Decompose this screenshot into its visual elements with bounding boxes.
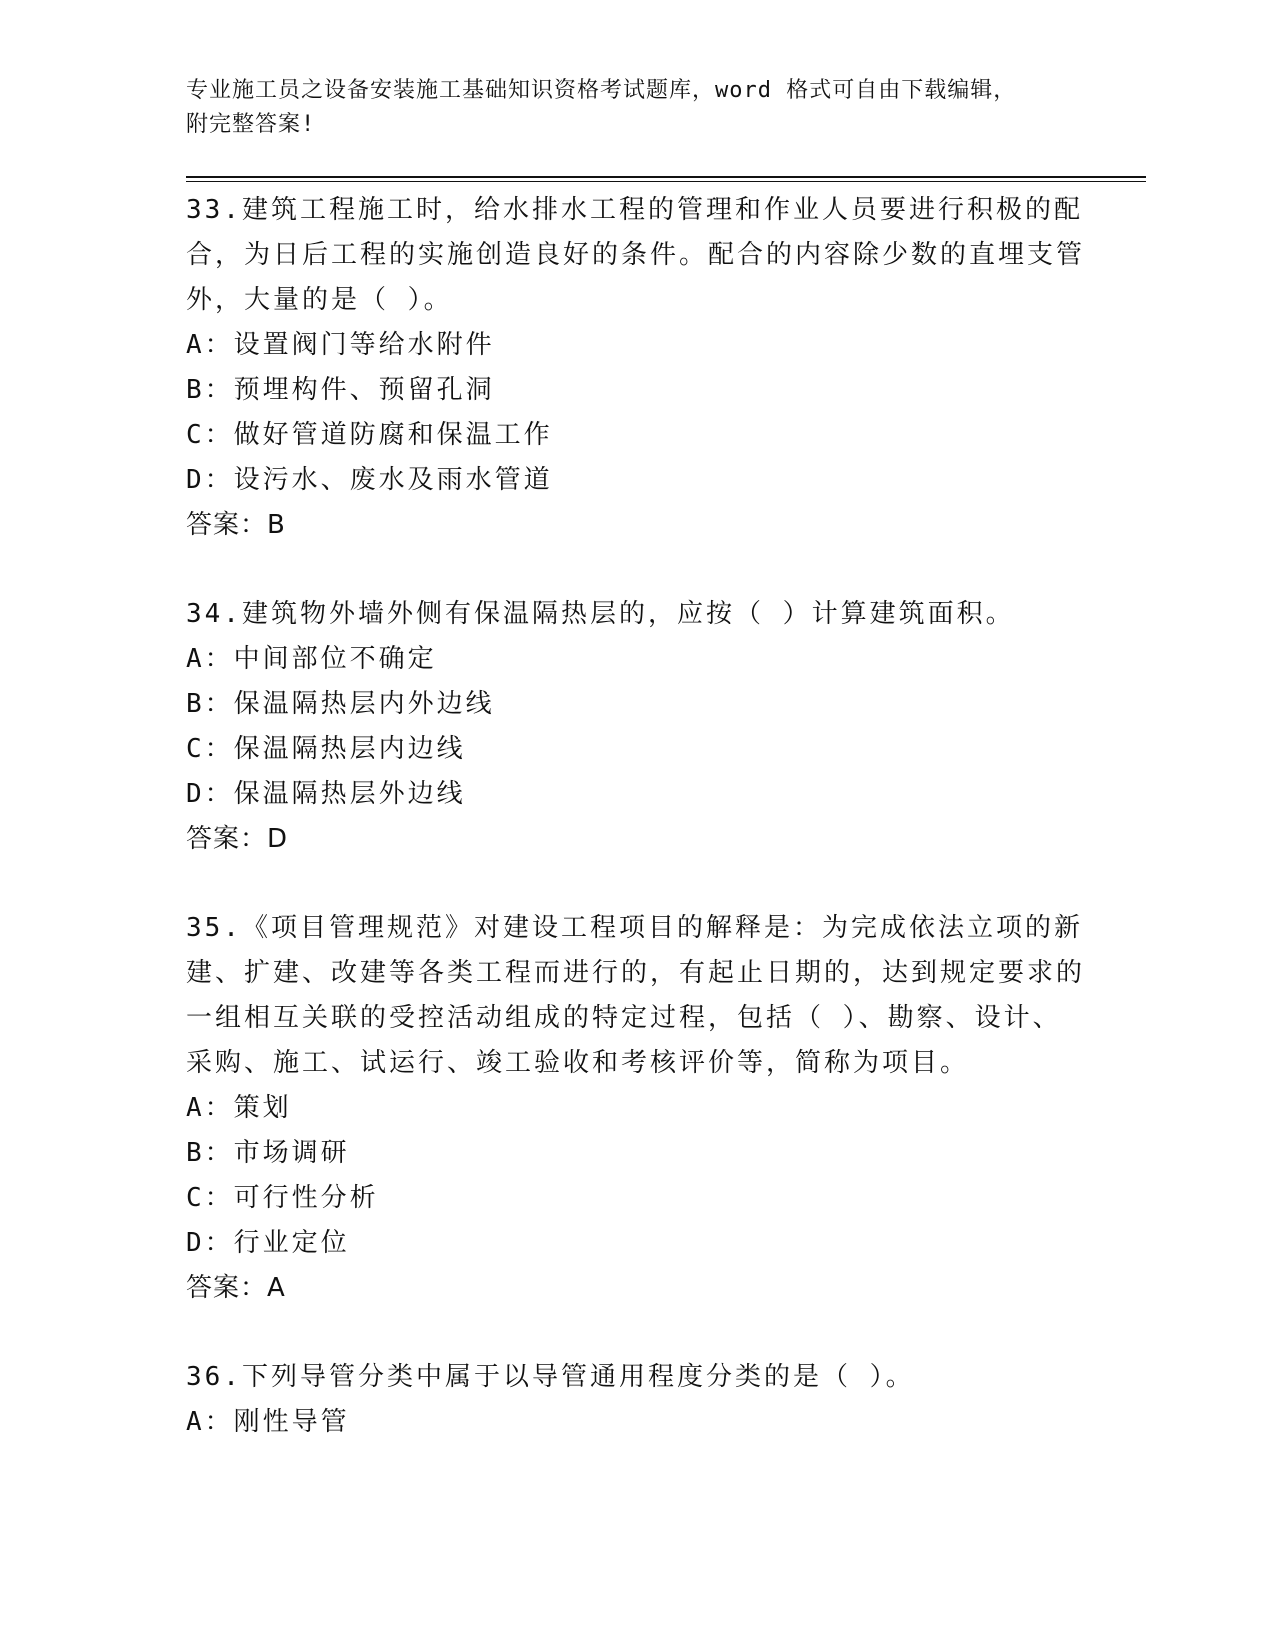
option-a: A：中间部位不确定: [186, 644, 437, 674]
option-a: A：设置阀门等给水附件: [186, 330, 495, 360]
answer-line: 答案：D: [186, 824, 289, 854]
answer-line: 答案：B: [186, 510, 286, 540]
header-divider-thin: [186, 181, 1146, 182]
option-a: A：刚性导管: [186, 1407, 350, 1437]
option-b: B：保温隔热层内外边线: [186, 689, 495, 719]
document-header: [186, 74, 1066, 142]
option-b: B：预埋构件、预留孔洞: [186, 375, 495, 405]
header-intro-line-2: 附完整答案!: [186, 112, 316, 137]
option-c: C：做好管道防腐和保温工作: [186, 420, 553, 450]
question-36: [186, 1355, 1086, 1445]
question-text: 34.建筑物外墙外侧有保温隔热层的，应按（ ）计算建筑面积。: [186, 599, 1015, 629]
question-text: 33.建筑工程施工时，给水排水工程的管理和作业人员要进行积极的配合，为日后工程的实施创造良好的条件。配合的内容除少数的直埋支管外，大量的是（ ）。: [186, 195, 1086, 315]
question-35: [186, 906, 1086, 1311]
option-a: A：策划: [186, 1093, 292, 1123]
question-list: [186, 188, 1086, 1489]
option-c: C：保温隔热层内边线: [186, 734, 466, 764]
question-33: [186, 188, 1086, 548]
header-intro-line-1: 专业施工员之设备安装施工基础知识资格考试题库，word 格式可自由下载编辑，: [186, 78, 1017, 103]
question-34: [186, 592, 1086, 862]
option-c: C：可行性分析: [186, 1183, 379, 1213]
option-d: D：保温隔热层外边线: [186, 779, 466, 809]
header-divider-thick: [186, 176, 1146, 178]
option-b: B：市场调研: [186, 1138, 350, 1168]
option-d: D：设污水、废水及雨水管道: [186, 465, 553, 495]
question-text: 36.下列导管分类中属于以导管通用程度分类的是（ ）。: [186, 1362, 915, 1392]
answer-line: 答案：A: [186, 1273, 286, 1303]
question-text: 35.《项目管理规范》对建设工程项目的解释是：为完成依法立项的新建、扩建、改建等各类工程而进行的，有起止日期的，达到规定要求的一组相互关联的受控活动组成的特定过程，包括（ ）、勘察、设计、采购、施工、试运行、竣工验收和考核评价等，简称为项目。: [186, 913, 1086, 1078]
option-d: D：行业定位: [186, 1228, 350, 1258]
